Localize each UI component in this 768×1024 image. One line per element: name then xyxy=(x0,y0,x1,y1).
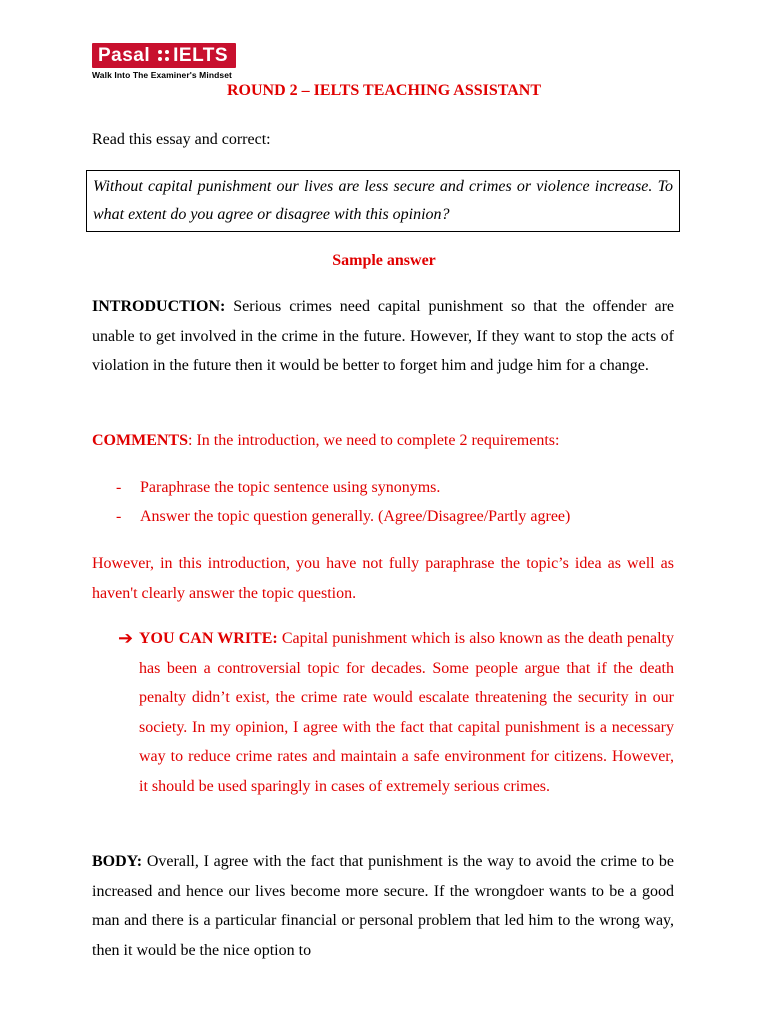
instruction-text: Read this essay and correct: xyxy=(92,131,271,148)
page-title: ROUND 2 – IELTS TEACHING ASSISTANT xyxy=(226,82,542,99)
you-can-write-text: Capital punishment which is also known as the death penalty has been a controversial topic for decades. Some people argue that if the death penalty didn’t exist, the crime rate would escalate threatening the security in our society. In my opinion, I agree with the fact that capital punishment is a necessary way to reduce crime rates and maintain a safe environment for citizens. However, it should be used sparingly in cases of extremely serious crimes. xyxy=(139,630,674,795)
introduction-label: INTRODUCTION: xyxy=(92,298,226,315)
logo-tagline: Walk Into The Examiner's Mindset xyxy=(92,70,232,80)
logo-banner xyxy=(92,43,236,68)
logo-dots-icon xyxy=(158,50,170,62)
logo-brand: IELTS xyxy=(173,45,229,66)
bullet-dash: - xyxy=(116,508,122,525)
comments-text: : In the introduction, we need to complete 2 requirements: xyxy=(188,432,560,449)
comments-label: COMMENTS xyxy=(92,432,188,449)
you-can-write-paragraph xyxy=(139,624,674,801)
bullet-text: Paraphrase the topic sentence using synonyms. xyxy=(140,479,441,496)
body-paragraph xyxy=(92,847,674,965)
topic-text: Without capital punishment our lives are less secure and crimes or violence increase. To what extent do you agree or disagree with this opinion? xyxy=(93,178,673,223)
right-arrow-icon: ➔ xyxy=(118,628,134,648)
body-label: BODY: xyxy=(92,853,143,870)
pasal-ielts-logo xyxy=(92,43,236,80)
bullet-text: Answer the topic question generally. (Agree/Disagree/Partly agree) xyxy=(140,508,571,525)
logo-word: Pasal xyxy=(98,45,151,66)
you-can-write-label: YOU CAN WRITE: xyxy=(139,630,278,647)
comments-line xyxy=(92,426,559,456)
topic-box xyxy=(86,170,680,232)
sample-answer-heading: Sample answer xyxy=(332,252,436,269)
bullet-dash: - xyxy=(116,479,122,496)
comments-feedback: However, in this introduction, you have not fully paraphrase the topic’s idea as well as haven't clearly answer the topic question. xyxy=(92,555,674,602)
body-text: Overall, I agree with the fact that punishment is the way to avoid the crime to be increased and hence our lives become more secure. If the wrongdoer wants to be a good man and there is a particular financial or personal problem that led him to the wrong way, then it would be the nice option to xyxy=(92,853,674,959)
introduction-text: Serious crimes need capital punishment so that the offender are unable to get involved in the crime in the future. However, If they want to stop the acts of violation in the future then it would be better to forget him and judge him for a change. xyxy=(92,298,674,374)
introduction-paragraph xyxy=(92,292,674,381)
